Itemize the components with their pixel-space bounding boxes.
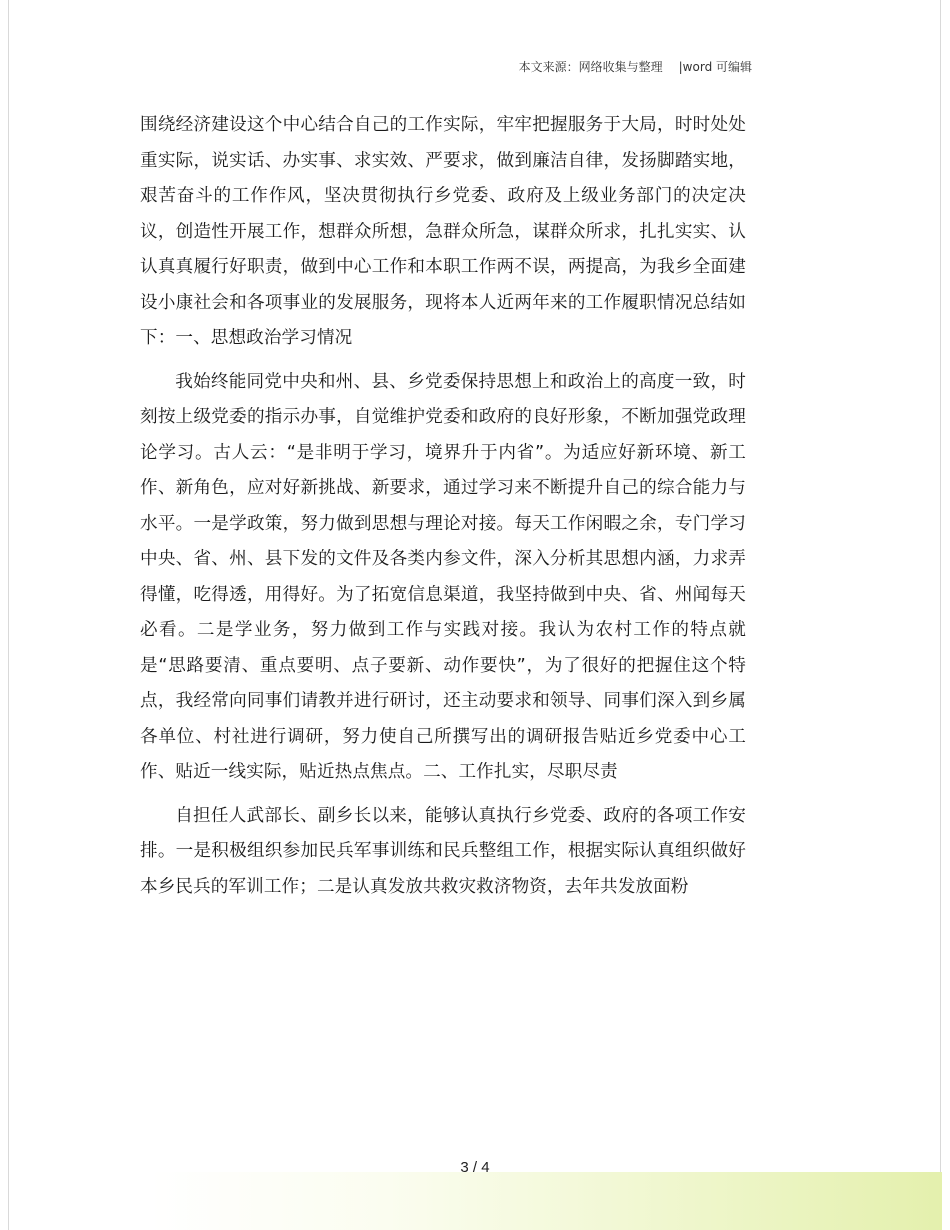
source-label: 本文来源：网络收集与整理 — [518, 60, 663, 74]
document-body — [140, 108, 746, 913]
document-header — [519, 58, 752, 75]
paragraph-2: 我始终能同党中央和州、县、乡党委保持思想上和政治上的高度一致，时刻按上级党委的指示办事，自觉维护党委和政府的良好形象，不断加强党政理论学习。古人云：“是非明于学习，境界升于内省”。为适应好新环境、新工作、新角色，应对好新挑战、新要求，通过学习来不断提升自己的综合能力与水平。一是学政策，努力做到思想与理论对接。每天工作闲暇之余，专门学习中央、省、州、县下发的文件及各类内参文件，深入分析其思想内涵，力求弄得懂，吃得透，用得好。为了拓宽信息渠道，我坚持做到中央、省、州闻每天必看。二是学业务，努力做到工作与实践对接。我认为农村工作的特点就是“思路要清、重点要明、点子要新、动作要快”，为了很好的把握住这个特点，我经常向同事们请教并进行研讨，还主动要求和领导、同事们深入到乡属各单位、村社进行调研，努力使自己所撰写出的调研报告贴近乡党委中心工作、贴近一线实际，贴近热点焦点。二、工作扎实，尽职尽责 — [140, 371, 746, 782]
paragraph-3: 自担任人武部长、副乡长以来，能够认真执行乡党委、政府的各项工作安排。一是积极组织参加民兵军事训练和民兵整组工作，根据实际认真组织做好本乡民兵的军训工作；二是认真发放共救灾救济物资，去年共发放面粉 — [140, 805, 746, 897]
page-number: 3 / 4 — [460, 1159, 490, 1176]
edit-label: |word 可编辑 — [678, 60, 752, 74]
bottom-decorative-band — [150, 1172, 942, 1230]
paragraph-1: 围绕经济建设这个中心结合自己的工作实际，牢牢把握服务于大局，时时处处重实际，说实话、办实事、求实效、严要求，做到廉洁自律，发扬脚踏实地，艰苦奋斗的工作作风，坚决贯彻执行乡党委、政府及上级业务部门的决定决议，创造性开展工作，想群众所想，急群众所急，谋群众所求，扎扎实实、认认真真履行好职责，做到中心工作和本职工作两不误，两提高，为我乡全面建设小康社会和各项事业的发展服务，现将本人近两年来的工作履职情况总结如下：一、思想政治学习情况 — [140, 115, 746, 348]
